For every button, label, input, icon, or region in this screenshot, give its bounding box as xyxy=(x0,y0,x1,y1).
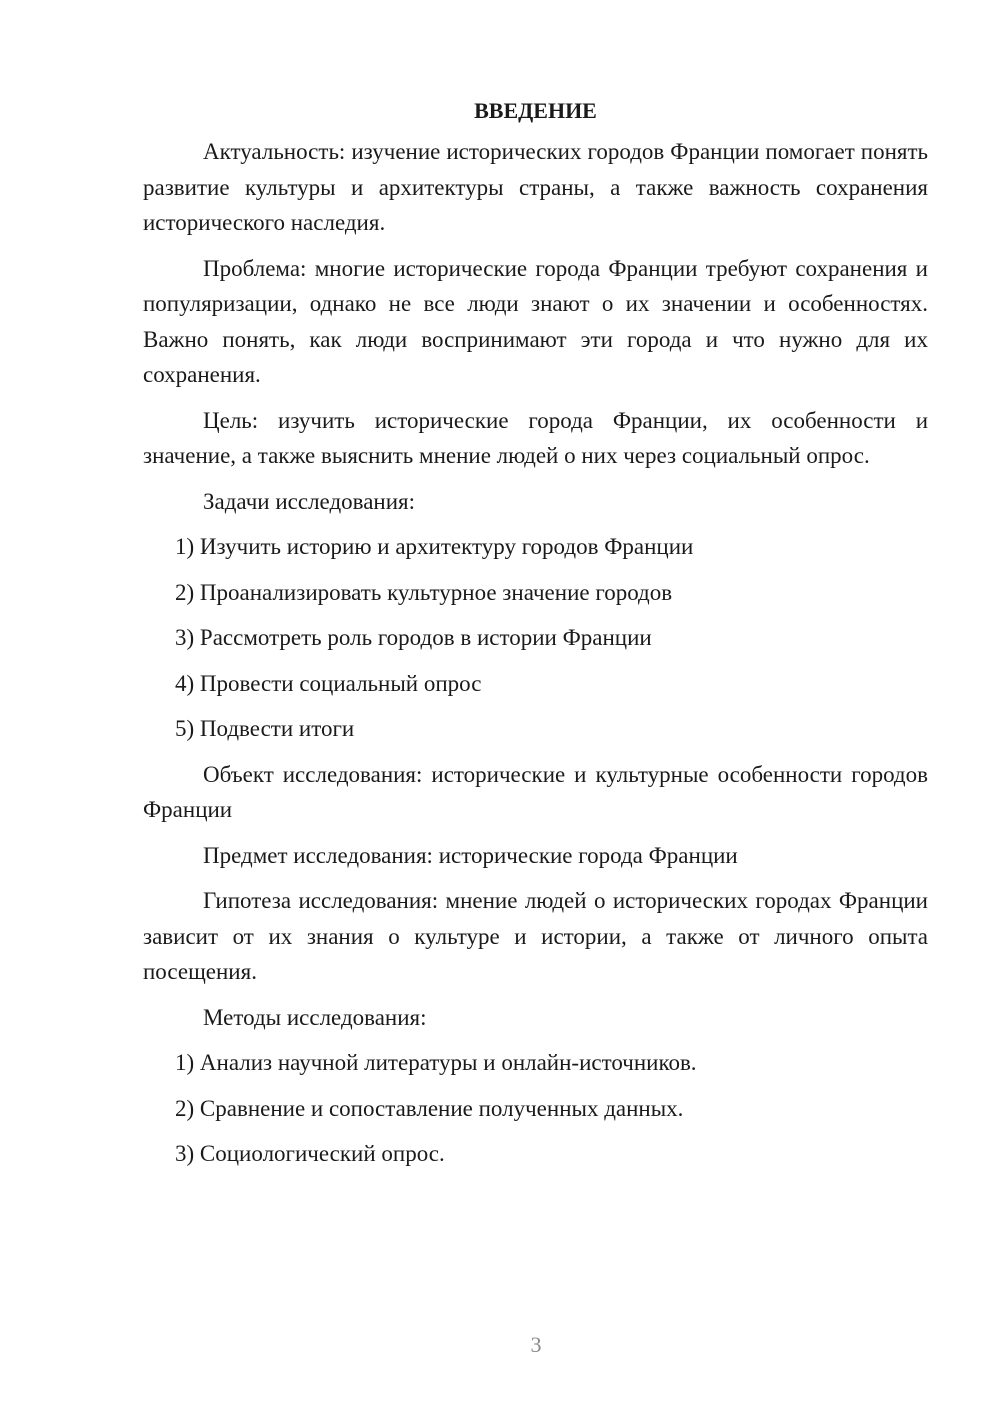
list-item: 3) Социологический опрос. xyxy=(175,1141,445,1166)
section-heading: ВВЕДЕНИЕ xyxy=(474,98,597,123)
methods-list xyxy=(143,1045,928,1172)
subject-paragraph: Предмет исследования: исторические города Франции xyxy=(203,842,738,868)
relevance-paragraph: Актуальность: изучение исторических городов Франции помогает понять развитие культуры и архитектуры страны, а также важность сохранения исторического наследия. xyxy=(143,139,928,235)
tasks-list xyxy=(143,529,928,747)
list-item: 5) Подвести итоги xyxy=(175,716,355,741)
page-content xyxy=(143,96,928,1182)
methods-title: Методы исследования: xyxy=(203,1004,427,1030)
goal-paragraph: Цель: изучить исторические города Франции, их особенности и значение, а также выяснить мнение людей о них через социальный опрос. xyxy=(143,407,928,468)
object-paragraph: Объект исследования: исторические и культурные особенности городов Франции xyxy=(143,761,928,822)
list-item: 4) Провести социальный опрос xyxy=(175,670,482,696)
tasks-title: Задачи исследования: xyxy=(203,488,416,514)
page-number: 3 xyxy=(530,1332,542,1357)
list-item: 1) Анализ научной литературы и онлайн-источников. xyxy=(175,1050,697,1075)
list-item: 2) Проанализировать культурное значение городов xyxy=(175,579,673,605)
list-item: 1) Изучить историю и архитектуру городов Франции xyxy=(175,534,694,559)
hypothesis-paragraph: Гипотеза исследования: мнение людей о исторических городах Франции зависит от их знания о культуре и истории, а также от личного опыта посещения. xyxy=(143,888,928,984)
list-item: 2) Сравнение и сопоставление полученных данных. xyxy=(175,1095,684,1121)
problem-paragraph: Проблема: многие исторические города Франции требуют сохранения и популяризации, однако не все люди знают о их значении и особенностях. Важно понять, как люди воспринимают эти города и что нужно для их сохранения. xyxy=(143,255,928,387)
list-item: 3) Рассмотреть роль городов в истории Франции xyxy=(175,625,652,650)
